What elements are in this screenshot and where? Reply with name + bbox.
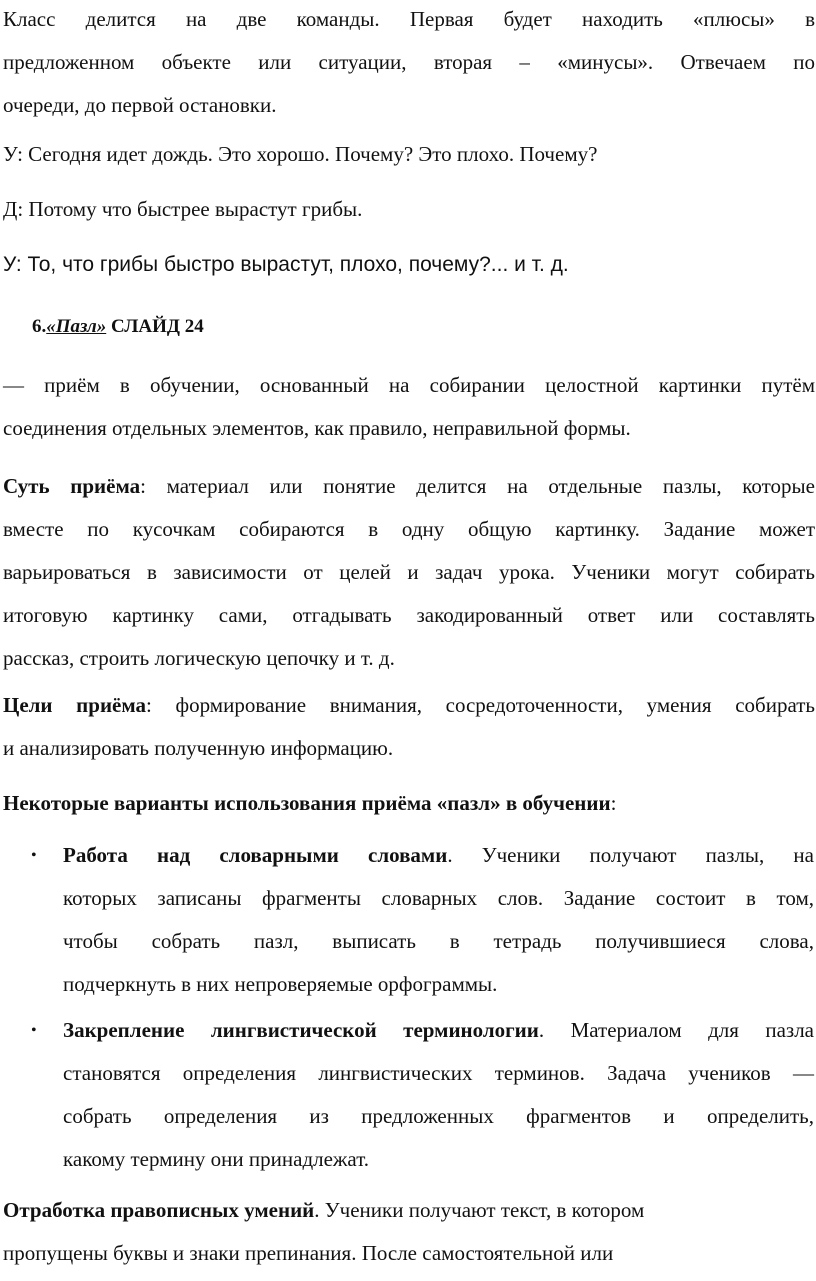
intro-line-3: очереди, до первой остановки.: [3, 93, 277, 117]
essence-line-1: [3, 465, 815, 508]
bullet1-line-2: которых записаны фрагменты словарных слов. Задание состоит в том,: [63, 886, 814, 910]
variants-heading: [3, 782, 815, 825]
goals-line-1-text: : формирование внимания, сосредоточенности, умения собирать: [146, 693, 815, 717]
bullet2-label: Закрепление лингвистической терминологии: [63, 1018, 539, 1042]
essence-line-1-text: : материал или понятие делится на отдельные пазлы, которые: [140, 474, 815, 498]
essence-paragraph: [3, 465, 815, 680]
spelling-line-1-text: . Ученики получают текст, в котором: [314, 1198, 645, 1222]
bullet1-line-1-text: . Ученики получают пазлы, на: [447, 843, 814, 867]
definition-line-1: — приём в обучении, основанный на собирании целостной картинки путём: [3, 373, 815, 397]
spelling-line-2: пропущены буквы и знаки препинания. После самостоятельной или: [3, 1241, 614, 1265]
intro-paragraph: [3, 0, 815, 127]
dialogue-child-1-text: Д: Потому что быстрее вырастут грибы.: [3, 197, 363, 221]
essence-line-4: итоговую картинку сами, отгадывать закодированный ответ или составлять: [3, 603, 815, 627]
essence-line-2: вместе по кусочкам собираются в одну общую картинку. Задание может: [3, 517, 815, 541]
spelling-paragraph: [3, 1189, 815, 1275]
dialogue-child-1: [3, 188, 815, 231]
bullet2-line-1-text: . Материалом для пазла: [538, 1018, 814, 1042]
section-number: 6.: [32, 316, 47, 337]
list-item-body: [63, 1009, 814, 1181]
essence-line-3: варьироваться в зависимости от целей и задач урока. Ученики могут собирать: [3, 560, 815, 584]
bullet2-line-1: [63, 1009, 814, 1052]
bullet2-line-3: собрать определения из предложенных фрагментов и определить,: [63, 1104, 814, 1128]
essence-label: Суть приёма: [3, 474, 141, 498]
dialogue-teacher-2-text: У: То, что грибы быстро вырастут, плохо, почему?... и т. д.: [3, 253, 569, 276]
definition-paragraph: [3, 364, 815, 450]
bullet-icon: •: [31, 1022, 37, 1039]
spelling-line-1: [3, 1189, 815, 1232]
dialogue-teacher-2: [3, 243, 815, 286]
section-heading: [32, 312, 204, 342]
essence-line-5: рассказ, строить логическую цепочку и т. д.: [3, 646, 395, 670]
dialogue-teacher-1: [3, 133, 815, 176]
bullet2-line-2: становятся определения лингвистических терминов. Задача учеников —: [63, 1061, 814, 1085]
bullet1-line-3: чтобы собрать пазл, выписать в тетрадь получившиеся слова,: [63, 929, 814, 953]
bullet2-line-4: какому термину они принадлежат.: [63, 1147, 370, 1171]
intro-line-1: Класс делится на две команды. Первая будет находить «плюсы» в: [3, 7, 815, 31]
spelling-label: Отработка правописных умений: [3, 1198, 315, 1222]
bullet1-line-1: [63, 834, 814, 877]
variants-heading-colon: :: [610, 791, 617, 815]
definition-line-2: соединения отдельных элементов, как правило, неправильной формы.: [3, 416, 631, 440]
variants-heading-text: Некоторые варианты использования приёма «пазл» в обучении: [3, 791, 611, 815]
bullet1-label: Работа над словарными словами: [63, 843, 448, 867]
intro-line-2: предложенном объекте или ситуации, вторая – «минусы». Отвечаем по: [3, 50, 815, 74]
section-slide: СЛАЙД 24: [106, 316, 204, 337]
goals-line-2: и анализировать полученную информацию.: [3, 736, 394, 760]
bullet1-line-4: подчеркнуть в них непроверяемые орфограммы.: [63, 972, 498, 996]
bullet-icon: •: [31, 847, 37, 864]
goals-paragraph: [3, 684, 815, 770]
variants-heading-line: [3, 782, 815, 825]
goals-line-1: [3, 684, 815, 727]
goals-label: Цели приёма: [3, 693, 147, 717]
section-name: «Пазл»: [46, 316, 107, 337]
dialogue-teacher-1-text: У: Сегодня идет дождь. Это хорошо. Почему? Это плохо. Почему?: [3, 142, 598, 166]
list-item-body: [63, 834, 814, 1006]
